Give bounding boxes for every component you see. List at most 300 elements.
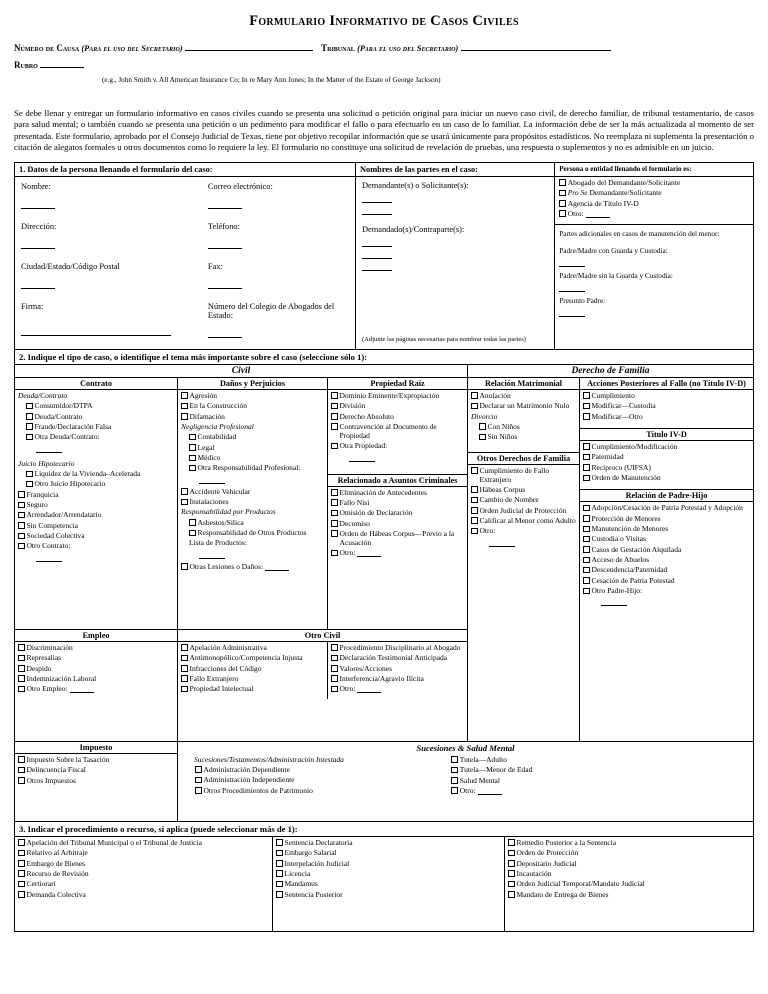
checkbox[interactable] [276,891,283,898]
cause-number-input-line[interactable] [185,42,313,51]
checkbox[interactable] [195,766,202,773]
checkbox[interactable] [583,475,590,482]
item-label: Anulación [479,390,511,400]
noncustodial-parent-label: Padre/Madre sin la Guarda y Custodia: [559,271,673,281]
checkbox[interactable] [26,434,33,441]
checkbox-item [195,776,445,785]
checkbox[interactable] [583,403,590,410]
checkbox-item [181,529,324,538]
checkbox[interactable] [276,839,283,846]
item-label: Orden Judicial de Protección [479,505,567,515]
item-label: Apelación Administrativa [189,642,267,652]
checkbox-item [583,587,750,596]
guardianship-items [448,754,753,800]
procedure-items-col1 [15,837,273,931]
checkbox[interactable] [479,423,486,430]
item-label: Decomiso [339,518,370,528]
checkbox[interactable] [331,550,338,557]
checkbox[interactable] [26,471,33,478]
item-label: Administración Independiente [203,775,295,785]
checkbox[interactable] [331,530,338,537]
checkbox[interactable] [583,546,590,553]
item-label: Impuesto Sobre la Tasación [26,754,110,764]
checkbox-item [331,665,464,674]
checkbox[interactable] [181,392,188,399]
checkbox[interactable] [195,777,202,784]
item-label: Otro Juicio Hipotecario [34,479,106,489]
parent-child-items [580,502,753,613]
checkbox[interactable] [331,489,338,496]
checkbox[interactable] [276,860,283,867]
checkbox[interactable] [276,850,283,857]
contract-items [15,390,177,569]
checkbox[interactable] [583,536,590,543]
phone-field [208,222,349,249]
checkbox[interactable] [559,210,566,217]
blank-line[interactable] [199,475,225,484]
checkbox[interactable] [451,777,458,784]
checkbox[interactable] [18,860,25,867]
checkbox-item [583,443,750,452]
checkbox-item [471,527,576,536]
injury-damage-title: Daños y Perjuicios [178,378,327,390]
checkbox-item [181,665,324,674]
case-information-form [14,162,754,932]
checkbox-item [331,413,464,422]
blank-line[interactable] [36,553,62,562]
checkbox[interactable] [18,665,25,672]
filer-entity-cell [555,177,753,349]
other-family-items [468,465,579,554]
checkbox[interactable] [189,455,196,462]
item-label: Seguro [26,500,48,510]
checkbox[interactable] [331,392,338,399]
court-clerk-note: (Para el uso del Secretario) [357,44,459,53]
item-label: Incautación [516,868,552,878]
checkbox[interactable] [181,488,188,495]
item-label: Fallo Nisi [339,497,370,507]
checkbox[interactable] [189,465,196,472]
probate-left-group [178,754,448,800]
checkbox[interactable] [331,510,338,517]
checkbox[interactable] [508,881,515,888]
presumed-father-label: Presunto Padre: [559,296,606,306]
fax-input-line[interactable] [208,280,242,289]
checkbox[interactable] [18,655,25,662]
checkbox[interactable] [471,467,478,474]
cause-number-label: Número de Causa [14,43,80,53]
checkbox[interactable] [26,481,33,488]
checkbox[interactable] [181,686,188,693]
blank-line[interactable] [36,444,62,453]
checkbox-item [508,891,750,900]
checkbox[interactable] [331,499,338,506]
style-label: Rubro [14,60,38,70]
item-label: Abogado del Demandante/Solicitante [567,177,681,187]
checkbox[interactable] [331,520,338,527]
checkbox[interactable] [583,515,590,522]
marriage-relationship-column [468,378,580,742]
checkbox[interactable] [189,519,196,526]
item-label: Asbestos/Silica [197,517,244,527]
plaintiffs-label: Demandante(s) o Solicitante(s): [361,180,469,190]
name-input-line[interactable] [21,200,55,209]
checkbox[interactable] [451,756,458,763]
checkbox[interactable] [583,413,590,420]
criminal-matters-items [328,487,467,563]
checkbox-item [471,467,576,485]
checkbox-item [18,532,174,541]
plaintiff-name-line[interactable] [362,203,392,215]
item-label: Apelación del Tribunal Municipal o el Tribunal de Justicia [26,837,202,847]
checkbox[interactable] [18,777,25,784]
checkbox[interactable] [583,557,590,564]
address-input-line[interactable] [21,240,55,249]
other-family-title: Otros Derechos de Familia [468,452,579,465]
item-label: División [339,401,366,411]
checkbox[interactable] [583,454,590,461]
item-label: Administración Dependiente [203,764,290,774]
presumed-father-field [559,296,749,317]
checkbox[interactable] [18,767,25,774]
checkbox-item [508,870,750,879]
item-label: Embargo Salarial [284,848,337,858]
checkbox[interactable] [26,413,33,420]
checkbox[interactable] [181,655,188,662]
checkbox[interactable] [331,403,338,410]
item-label: Fallo Extranjero [189,673,239,683]
checkbox[interactable] [471,507,478,514]
criminal-matters-title: Relacionado a Asuntos Criminales [328,474,467,487]
contact-info-cell [15,177,356,349]
checkbox-item [18,870,269,879]
other-civil-items-right [328,642,467,699]
blank-line[interactable] [70,685,94,693]
signature-input-line[interactable] [21,327,171,336]
probate-wills-title: Sucesiones/Testamentos/Administración Intestada [194,754,344,764]
blank-line[interactable] [489,538,515,547]
court-input-line[interactable] [461,42,611,51]
checkbox-item [181,675,324,684]
item-label: Orden de Manutención [591,473,661,482]
checkbox[interactable] [18,756,25,763]
item-label: Omisión de Declaración [339,508,413,518]
checkbox[interactable] [583,505,590,512]
contract-column [15,378,178,630]
custodial-parent-input-line[interactable] [559,258,585,267]
defendant-name-line[interactable] [362,235,392,247]
checkbox[interactable] [471,517,478,524]
item-label: Interferencia/Agravio Ilícita [339,673,424,683]
checkbox-item [18,777,174,786]
other-civil-columns [178,642,467,699]
email-input-line[interactable] [208,200,242,209]
checkbox[interactable] [331,675,338,682]
item-label: Agresión [189,390,217,400]
item-label: Hábeas Corpus [479,484,526,494]
item-label: Franquicia [26,489,59,499]
checkbox-item [471,507,576,516]
city-state-zip-field [21,262,208,289]
checkbox-item [583,556,750,565]
employment-title: Empleo [15,630,177,642]
signature-field [21,302,208,338]
checkbox[interactable] [18,891,25,898]
party-names-cell [356,177,555,349]
checkbox[interactable] [331,655,338,662]
checkbox[interactable] [18,644,25,651]
defendant-name-line[interactable] [362,247,392,259]
checkbox[interactable] [508,850,515,857]
checkbox[interactable] [583,567,590,574]
item-label: Otro Contrato: [26,541,71,551]
name-label: Nombre: [21,181,51,191]
list-label [471,413,576,422]
checkbox[interactable] [508,860,515,867]
checkbox[interactable] [559,179,566,186]
checkbox[interactable] [331,665,338,672]
checkbox[interactable] [18,533,25,540]
checkbox[interactable] [18,502,25,509]
checkbox[interactable] [18,881,25,888]
checkbox-item [331,685,464,694]
checkbox[interactable] [479,434,486,441]
blank-line[interactable] [478,787,502,795]
checkbox-item [471,423,576,432]
checkbox[interactable] [189,530,196,537]
checkbox[interactable] [18,675,25,682]
checkbox[interactable] [276,870,283,877]
fax-field [208,262,349,289]
blank-line[interactable] [349,453,375,462]
checkbox[interactable] [451,787,458,794]
checkbox-item [276,849,501,858]
checkbox-item [181,433,324,442]
item-label: Otro: [339,684,356,694]
style-input-line[interactable] [40,59,84,68]
filer-entity-options [559,179,749,220]
plaintiff-name-line[interactable] [362,191,392,203]
address-label: Dirección: [21,221,57,231]
court-label: Tribunal [321,43,355,53]
checkbox[interactable] [276,881,283,888]
item-label: Discriminación [26,642,73,652]
checkbox-item [276,870,501,879]
item-label: En la Construcción [189,401,247,411]
checkbox[interactable] [181,499,188,506]
checkbox-item [508,880,750,889]
checkbox[interactable] [18,543,25,550]
item-label: Otras Lesiones o Daños: [189,561,264,571]
checkbox-item [471,402,576,411]
checkbox[interactable] [331,413,338,420]
item-label: Consumidor/DTPA [34,401,93,411]
checkbox-item [276,860,501,869]
probate-items [192,764,448,800]
section-2 [15,365,753,822]
item-label: Otro Empleo: [26,684,68,694]
checkbox-item [331,675,464,684]
noncustodial-parent-input-line[interactable] [559,283,585,292]
checkbox[interactable] [583,588,590,595]
real-property-title: Propiedad Raíz [328,378,467,390]
checkbox-item [471,496,576,505]
name-field [21,182,208,209]
blank-line[interactable] [199,550,225,559]
checkbox[interactable] [331,686,338,693]
item-label: Interpelación Judicial [284,858,350,868]
checkbox[interactable] [26,403,33,410]
checkbox-item [18,491,174,500]
checkbox[interactable] [26,423,33,430]
blank-line[interactable] [586,210,610,218]
checkbox[interactable] [18,839,25,846]
checkbox[interactable] [471,486,478,493]
checkbox[interactable] [471,392,478,399]
checkbox[interactable] [181,675,188,682]
checkbox[interactable] [471,528,478,535]
blank-line[interactable] [357,549,381,557]
checkbox-item [276,880,501,889]
probate-mental-health-cell [178,742,753,822]
checkbox-item [18,470,174,479]
checkbox[interactable] [471,497,478,504]
checkbox[interactable] [181,413,188,420]
tax-column [15,742,178,822]
other-civil-items-left [178,642,328,699]
employment-column [15,630,178,742]
checkbox[interactable] [18,686,25,693]
checkbox[interactable] [181,644,188,651]
checkbox-item [331,442,464,451]
item-label: Médico [197,453,221,462]
presumed-father-input-line[interactable] [559,308,585,317]
checkbox[interactable] [195,787,202,794]
checkbox[interactable] [583,464,590,471]
item-label: Demanda Colectiva [26,889,86,899]
item-label: Modificar—Custodia [591,401,656,411]
checkbox-item [583,413,750,422]
checkbox[interactable] [18,870,25,877]
checkbox-item [18,860,269,869]
item-label: Otro: [567,208,584,218]
checkbox-item [583,546,750,555]
checkbox-item [18,756,174,765]
employment-items [15,642,177,699]
checkbox[interactable] [331,443,338,450]
checkbox-item [331,549,464,558]
checkbox[interactable] [559,190,566,197]
checkbox-item [18,891,269,900]
attach-pages-note: (Adjunte las páginas necesarias para nombrar todas las partes) [361,335,527,343]
checkbox[interactable] [559,200,566,207]
item-label: Sentencia Posterior [284,889,343,899]
checkbox-item [18,501,174,510]
checkbox-item [18,522,174,531]
fax-label: Fax: [207,261,223,271]
checkbox-item [508,839,750,848]
item-label: Indemnización Laboral [26,673,97,683]
item-label: Custodia o Visitas [591,534,646,544]
section-2-header: 2. Indique el tipo de caso, o identifique el tema más importante sobre el caso (seleccione sólo 1): [15,350,753,365]
checkbox[interactable] [18,491,25,498]
checkbox[interactable] [583,526,590,533]
checkbox[interactable] [583,577,590,584]
item-label: Cambio de Nombre [479,495,539,505]
post-judgment-column [580,378,753,742]
checkbox-item [331,499,464,508]
checkbox[interactable] [583,443,590,450]
contact-fields [15,177,355,343]
checkbox[interactable] [508,839,515,846]
bar-number-input-line[interactable] [208,329,242,338]
checkbox-item [181,519,324,528]
checkbox-item [331,644,464,653]
checkbox[interactable] [181,563,188,570]
city-state-zip-input-line[interactable] [21,280,55,289]
checkbox[interactable] [18,512,25,519]
instructions-paragraph: Se debe llenar y entregar un formulario informativo en casos civiles cuando se presenta una solicitud o petición original para iniciar un nuevo caso civil, de derecho familiar, de tribunal testamentario, de casos para salud mental; o también cuando se presenta una petición o un pedimento para modificar el fallo o para efectuarlo en un caso de lo familiar. La información debe de ser la más actualizada al momento de ser presentada. Este formulario, aprobado por el Consejo Judicial de Texas, tiene por objetivo recopilar información que se usará únicamente para propósitos estadísticos. No reemplaza ni suplementa la presentación o citación de alegatos formales u otros documentos como lo requiere la ley. El formulario no constituye una solicitud de revelación de pruebas, una respuesta o suplementos y no es admisible en un juicio. [14,108,754,153]
probate-mental-health-columns [178,754,753,800]
checkbox[interactable] [331,423,338,430]
defendant-name-line[interactable] [362,259,392,271]
checkbox[interactable] [508,870,515,877]
item-label: Derecho Absoluto [339,411,394,421]
item-label: Despido [26,663,52,673]
checkbox-item [331,520,464,529]
item-label: Cumplimiento de Fallo Extranjero [479,465,550,484]
checkbox-item [181,685,324,694]
checkbox[interactable] [181,403,188,410]
checkbox[interactable] [189,444,196,451]
checkbox[interactable] [583,392,590,399]
parent-child-title: Relación de Padre-Hijo [580,489,753,502]
checkbox-item [181,444,324,453]
list-label [181,508,324,517]
checkbox-item [471,433,576,442]
blank-line[interactable] [601,597,627,606]
item-label: Paternidad [591,452,624,462]
item-label: Difamación [189,411,225,421]
item-label: Sin Niños [487,432,518,442]
item-label: Valores/Acciones [339,663,392,673]
city-state-zip-label: Ciudad/Estado/Código Postal [21,261,120,271]
phone-input-line[interactable] [208,240,242,249]
item-label: Juicio Hipotecario [18,458,75,468]
item-label: Otros Procedimientos de Patrimonio [203,785,313,795]
section-1-header: 1. Datos de la persona llenando el formulario del caso: [15,163,356,177]
checkbox[interactable] [18,850,25,857]
address-field [21,222,208,249]
item-label: Modificar—Otro [591,411,643,421]
blank-line[interactable] [357,685,381,693]
checkbox[interactable] [189,434,196,441]
checkbox[interactable] [471,403,478,410]
item-label: Calificar al Menor como Adulto [479,515,576,525]
checkbox[interactable] [18,522,25,529]
checkbox-item [471,392,576,401]
item-label: Cumplimiento/Modificación [591,441,678,451]
checkbox[interactable] [508,891,515,898]
checkbox[interactable] [331,644,338,651]
item-label: Embargo de Bienes [26,858,86,868]
item-label: Declarar un Matrimonio Nulo [479,401,570,411]
blank-line[interactable] [265,563,289,571]
checkbox-item [331,654,464,663]
checkbox[interactable] [451,767,458,774]
checkbox-item [331,402,464,411]
checkbox[interactable] [181,665,188,672]
